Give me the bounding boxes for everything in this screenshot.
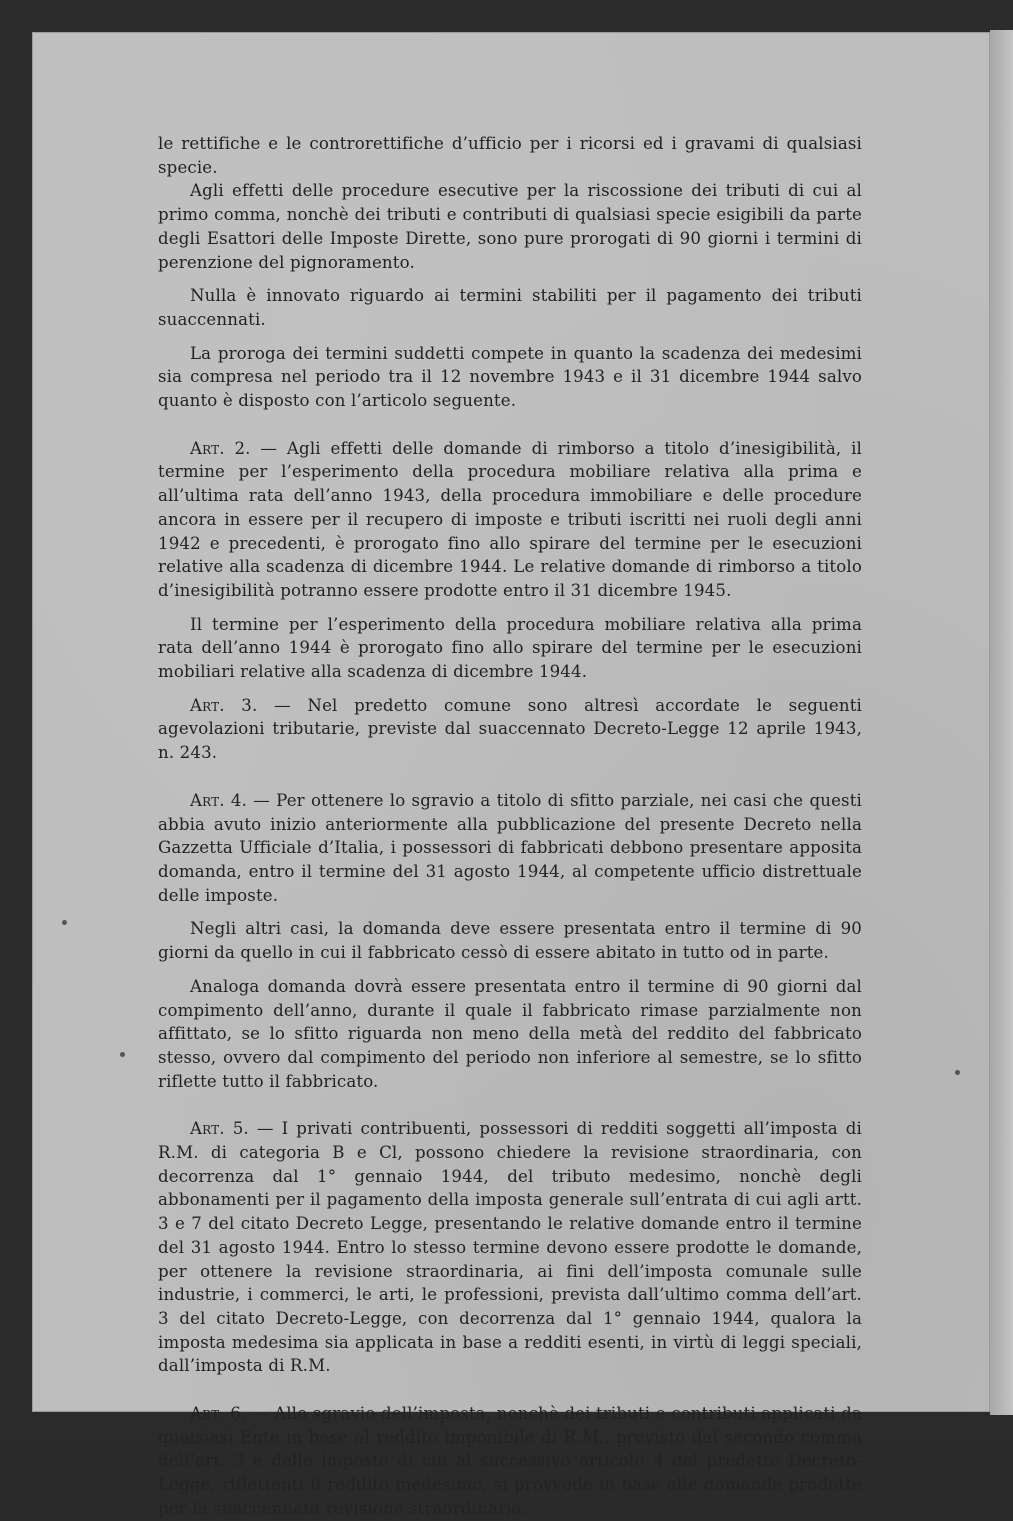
paragraph-text: — Nel predetto comune sono altresì accordate le seguenti agevolazioni tributarie, previste dal suaccennato Decreto-Legge 12 aprile 1943, n. 243.	[158, 695, 862, 763]
paragraph-text: Il termine per l’esperimento della procedura mobiliare relativa alla prima rata dell’anno 1944 è prorogato fino allo spirare del termine per le esecuzioni mobiliari relative alla scadenza di dicembre 1944.	[158, 614, 862, 682]
article-4	[158, 789, 862, 908]
article-label: Art. 4.	[190, 790, 248, 810]
document-body	[158, 132, 862, 1521]
paragraph-proroga	[158, 342, 862, 413]
article-2	[158, 437, 862, 603]
article-5	[158, 1117, 862, 1378]
article-label: Art. 2.	[190, 438, 251, 458]
paragraph-analoga-domanda	[158, 975, 862, 1094]
paragraph-text: Analoga domanda dovrà essere presentata entro il termine di 90 giorni dal compimento dell’anno, durante il quale il fabbricato rimase parzialmente non affittato, se lo sfitto riguarda non meno della metà del reddito del fabbricato stesso, ovvero dal compimento del periodo non inferiore al semestre, se lo sfitto riflette tutto il fabbricato.	[158, 976, 862, 1091]
paragraph-text: — Per ottenere lo sgravio a titolo di sfitto parziale, nei casi che questi abbia avuto inizio anteriormente alla pubblicazione del presente Decreto nella Gazzetta Ufficiale d’Italia, i possessori di fabbricati debbono presentare apposita domanda, entro il termine del 31 agosto 1944, al competente ufficio distrettuale delle imposte.	[158, 790, 862, 905]
paragraph-rata-1944	[158, 613, 862, 684]
paragraph-text: Negli altri casi, la domanda deve essere presentata entro il termine di 90 giorni da quello in cui il fabbricato cessò di essere abitato in tutto od in parte.	[158, 919, 862, 963]
adjacent-page-edge	[990, 30, 1013, 1415]
article-3	[158, 694, 862, 765]
paragraph-continuation	[158, 132, 862, 179]
paragraph-text: Agli effetti delle procedure esecutive per la riscossione dei tributi di cui al primo comma, nonchè dei tributi e contributi di qualsiasi specie esigibili da parte degli Esattori delle Imposte Dirette, sono pure prorogati di 90 giorni i termini di perenzione del pignoramento.	[158, 181, 862, 272]
article-label: Art. 6.	[190, 1404, 247, 1424]
article-6	[158, 1402, 862, 1521]
paragraph-altri-casi	[158, 917, 862, 964]
article-label: Art. 3.	[190, 695, 258, 715]
paragraph-text: Nulla è innovato riguardo ai termini stabiliti per il pagamento dei tributi suaccennati.	[158, 286, 862, 329]
article-label: Art. 5.	[190, 1119, 249, 1139]
paragraph-text: — Allo sgravio dell’imposta, nonchè dei tributi e contributi applicati da qualsiasi Ente in base al reddito imponibile di R.M., previsto dal secondo comma dell’art. 3 e delle imposte di cui al successivo articolo 4 del predetto Decreto-Legge, riflettenti il reddito medesimo, si provvede in base alle domande prodotte per la suaccennata revisione straordinaria.	[158, 1404, 862, 1518]
paper-speck	[955, 1070, 960, 1075]
paragraph-text: — Agli effetti delle domande di rimborso a titolo d’inesigibilità, il termine per l’esperimento della procedura mobiliare relativa alla prima e all’ultima rata dell’anno 1943, della procedura immobiliare e delle procedure ancora in essere per il recupero di imposte e tributi iscritti nei ruoli degli anni 1942 e precedenti, è prorogato fino allo spirare del termine per le esecuzioni relative alla scadenza di dicembre 1944. Le relative domande di rimborso a titolo d’inesigibilità potranno essere prodotte entro il 31 dicembre 1945.	[158, 438, 862, 600]
paper-speck	[120, 1052, 125, 1057]
paper-speck	[62, 920, 67, 925]
paragraph-nulla-innovato	[158, 284, 862, 331]
paragraph-text: — I privati contribuenti, possessori di redditi soggetti all’imposta di R.M. di categoria B e Cl, possono chiedere la revisione straordinaria, con decorrenza dal 1° gennaio 1944, del tributo medesimo, nonchè degli abbonamenti per il pagamento della imposta generale sull’entrata di cui agli artt. 3 e 7 del citato Decreto Legge, presentando le relative domande entro il termine del 31 agosto 1944. Entro lo stesso termine devono essere prodotte le domande, per ottenere la revisione straordinaria, ai fini dell’imposta comunale sulle industrie, i commerci, le arti, le professioni, prevista dall’ultimo comma dell’art. 3 del citato Decreto-Legge, con decorrenza dal 1° gennaio 1944, qualora la imposta medesima sia applicata in base a redditi esenti, in virtù di leggi speciali, dall’imposta di R.M.	[158, 1119, 862, 1376]
paragraph-text: La proroga dei termini suddetti compete in quanto la scadenza dei medesimi sia compresa nel periodo tra il 12 novembre 1943 e il 31 dicembre 1944 salvo quanto è disposto con l’articolo seguente.	[158, 343, 862, 411]
paragraph-esattori	[158, 179, 862, 274]
paragraph-text: le rettifiche e le controrettifiche d’ufficio per i ricorsi ed i gravami di qualsiasi specie.	[158, 134, 862, 177]
